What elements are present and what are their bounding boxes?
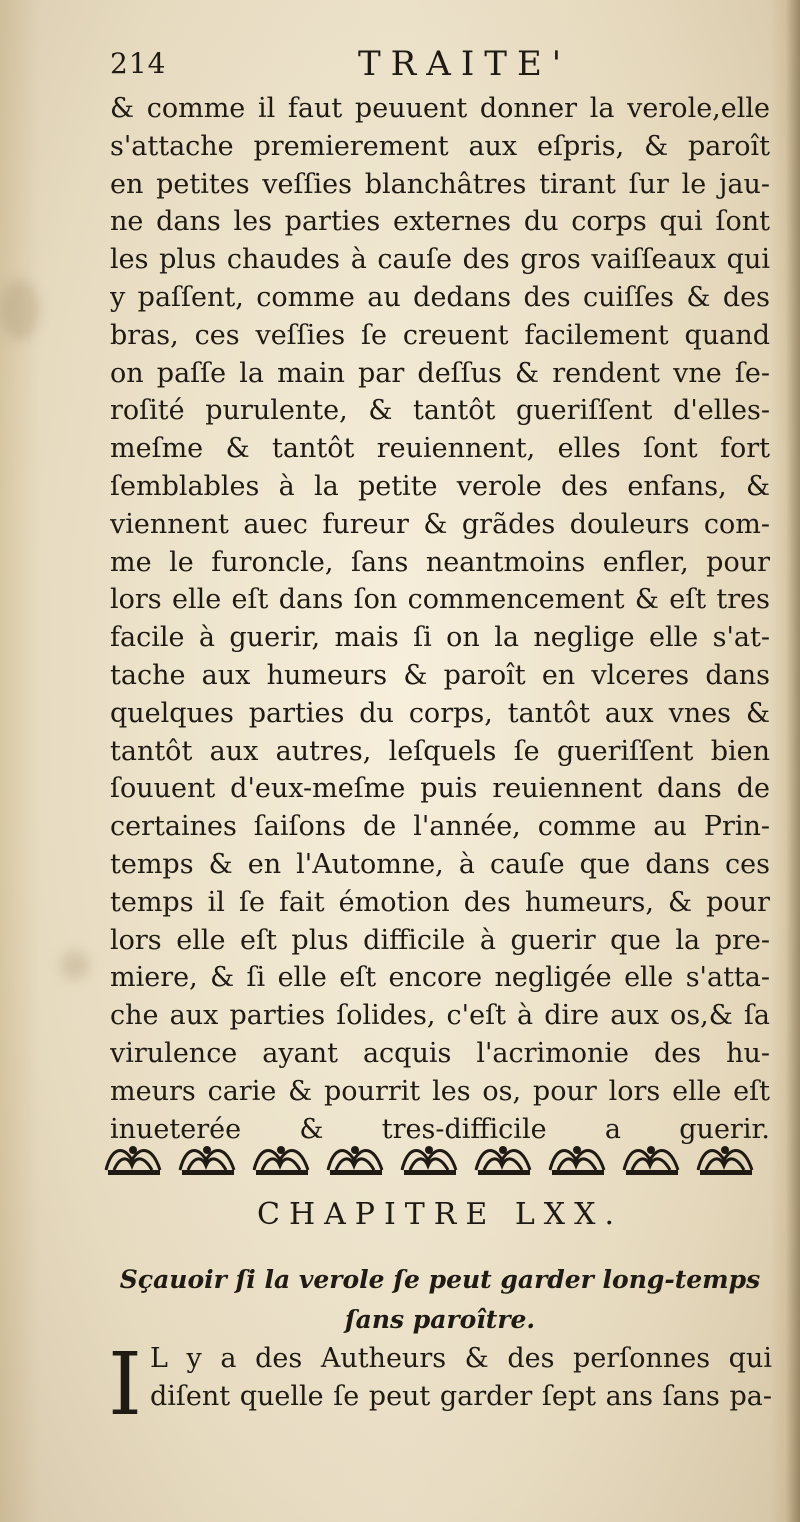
text-line: lors elle eſt dans ſon commencement & eſt tres (110, 584, 770, 616)
text-line: y paſſent, comme au dedans des cuiſſes & des (110, 281, 770, 313)
chapter-opening (108, 1335, 772, 1440)
text-line: quelques parties du corps, tantôt aux vnes & (110, 697, 770, 729)
text-line: on paſſe la main par deſſus & rendent vne ſe- (110, 357, 770, 389)
page-header (110, 44, 670, 84)
page-stain (60, 950, 90, 980)
text-line: diſent quelle ſe peut garder ſept ans ſans pa- (150, 1380, 772, 1412)
opening-paragraph (150, 1340, 772, 1416)
text-line: viennent auec fureur & grãdes douleurs com- (110, 508, 770, 540)
running-head: TRAITE' (358, 44, 572, 84)
text-line: bras, ces veſſies ſe creuent facilement quand (110, 319, 770, 351)
text-line: inueterée & tres-difficile a guerir. (110, 1113, 770, 1145)
drop-cap: I (108, 1335, 142, 1435)
text-line: temps & en l'Automne, à cauſe que dans ces (110, 848, 770, 880)
chapter-title: CHAPITRE LXX. (256, 1197, 624, 1232)
text-line: meurs carie & pourrit les os, pour lors elle eſt (110, 1075, 770, 1107)
text-line: temps il ſe fait émotion des humeurs, & pour (110, 886, 770, 918)
decorative-ornament-band (98, 1140, 768, 1180)
text-line: ſemblables à la petite verole des enfans, & (110, 470, 770, 502)
ornament-motif (254, 1146, 308, 1175)
text-line: L y a des Autheurs & des perſonnes qui (150, 1343, 772, 1374)
ornament-motif (328, 1146, 382, 1175)
subtitle-line: Sçauoir ſi la verole ſe peut garder long-temps (119, 1265, 761, 1294)
page-number: 214 (110, 47, 167, 80)
text-line: meſme & tantôt reuiennent, elles ſont fort (110, 433, 770, 465)
ornament-motif (402, 1146, 456, 1175)
text-line: tantôt aux autres, leſquels ſe gueriſſent bien (110, 735, 770, 767)
ornament-flourish-icon (98, 1140, 768, 1180)
text-line: miere, & ſi elle eſt encore negligée elle s'atta- (110, 962, 770, 994)
text-line: s'attache premierement aux eſpris, & paroît (110, 130, 770, 162)
text-line: tache aux humeurs & paroît en vlceres dans (110, 659, 770, 691)
text-line: lors elle eſt plus difficile à guerir que la pre- (110, 924, 770, 956)
text-line: en petites veſſies blanchâtres tirant ſur le jau- (110, 168, 770, 200)
ornament-motif (180, 1146, 234, 1175)
text-line: virulence ayant acquis l'acrimonie des hu- (110, 1037, 770, 1069)
ornament-motif (698, 1146, 752, 1175)
page-edge-shadow (786, 0, 800, 1522)
text-line: che aux parties ſolides, c'eſt à dire aux os,& ſa (110, 1000, 770, 1032)
ornament-motif (106, 1146, 160, 1175)
text-line: les plus chaudes à cauſe des gros vaiſſeaux qui (110, 244, 770, 276)
body-text (110, 90, 770, 1148)
text-line: ne dans les parties externes du corps qui ſont (110, 206, 770, 238)
text-line: ſouuent d'eux-meſme puis reuiennent dans de (110, 773, 770, 805)
ornament-motif (624, 1146, 678, 1175)
text-line: roſité purulente, & tantôt gueriſſent d'elles- (110, 395, 770, 427)
ornament-motif (476, 1146, 530, 1175)
ornament-motif (550, 1146, 604, 1175)
text-line: certaines ſaiſons de l'année, comme au Prin- (110, 811, 770, 843)
text-line: facile à guerir, mais ſi on la neglige elle s'at- (110, 622, 770, 654)
subtitle-line: ſans paroître. (344, 1305, 536, 1334)
text-line: & comme il faut peuuent donner la verole,elle (110, 93, 770, 124)
chapter-subtitle (110, 1260, 770, 1340)
page-stain (0, 280, 40, 340)
text-line: me le furoncle, ſans neantmoins enfler, pour (110, 546, 770, 578)
